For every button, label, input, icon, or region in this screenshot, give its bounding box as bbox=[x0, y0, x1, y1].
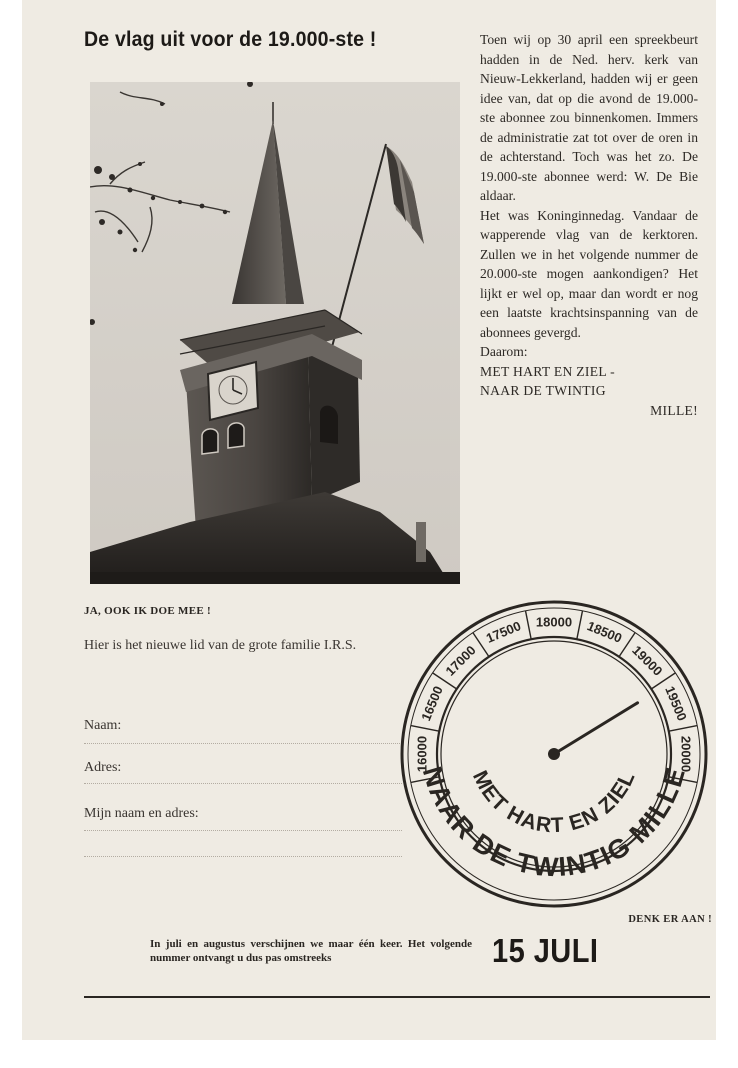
slogan-line: MILLE! bbox=[650, 402, 698, 418]
own-name-address-field-2[interactable] bbox=[84, 856, 402, 857]
dial-inner-text: MET HART EN ZIEL bbox=[468, 767, 640, 838]
publication-notice: In juli en augustus verschijnen we maar één keer. Het volgende nummer ontvangt u dus pas omstreeks bbox=[150, 938, 472, 964]
article-paragraph: Het was Koninginnedag. Vandaar de wapperende vlag van de kerktoren. Zullen we in het volgende nummer de 20.000-ste mogen aankondigen? Het lijkt er wel op, maar dan wordt er nog een laatste krachtsinspanning van de abonnees gevergd. bbox=[480, 207, 698, 340]
name-field[interactable] bbox=[84, 743, 402, 744]
next-issue-date: 15 JULI bbox=[492, 932, 599, 969]
article-paragraph: Toen wij op 30 april een spreekbeurt hadden in de Ned. herv. kerk van Nieuw-Lekkerland, hadden wij er geen idee van, dat op die avond de 19.000-ste abonnee zou binnenkomen. Immers de administratie zat tot over de oren in de achterstand. Toch was het zo. De 19.000-ste abonnee werd: W. De Bie aldaar. bbox=[480, 32, 698, 203]
svg-text:MET HART EN ZIEL bbox=[468, 767, 640, 837]
slogan-line: MET HART EN ZIEL - bbox=[480, 363, 615, 379]
article-paragraph: Daarom: bbox=[480, 344, 528, 359]
reminder: DENK ER AAN ! bbox=[628, 914, 712, 925]
own-name-address-label: Mijn naam en adres: bbox=[84, 806, 199, 821]
dial-scale-label: 16500 bbox=[418, 683, 446, 724]
church-tower-photo bbox=[90, 82, 460, 584]
subscriber-dial bbox=[396, 596, 712, 912]
dial-scale-label: 18500 bbox=[584, 618, 625, 646]
dial-separator bbox=[411, 726, 439, 732]
address-label: Adres: bbox=[84, 760, 122, 775]
dial-separator bbox=[669, 726, 697, 732]
form-intro: Hier is het nieuwe lid van de grote familie I.R.S. bbox=[84, 638, 357, 653]
bottom-rule bbox=[84, 996, 710, 998]
dial-pointer bbox=[554, 703, 638, 754]
name-label: Naam: bbox=[84, 718, 122, 733]
dial-scale-label: 19000 bbox=[629, 642, 666, 679]
headline: De vlag uit voor de 19.000-ste ! bbox=[84, 28, 377, 51]
own-name-address-field[interactable] bbox=[84, 830, 402, 831]
dial-separator bbox=[526, 611, 532, 639]
slogan-line: NAAR DE TWINTIG bbox=[480, 383, 606, 398]
magazine-page bbox=[22, 0, 716, 1040]
dial-scale-label: 18000 bbox=[535, 614, 573, 630]
form-heading: JA, OOK IK DOE MEE ! bbox=[84, 605, 212, 617]
dial-scale-label: 17000 bbox=[442, 642, 479, 679]
address-field[interactable] bbox=[84, 783, 402, 784]
dial-scale-label: 17500 bbox=[483, 618, 524, 646]
dial-outer-text: NAAR DE TWINTIG MILLE bbox=[416, 763, 692, 883]
dial-scale-label: 20000 bbox=[678, 735, 694, 773]
article-text bbox=[480, 30, 698, 420]
dial-scale-label: 16000 bbox=[414, 735, 430, 773]
dial-pivot bbox=[548, 748, 560, 760]
dial-separator bbox=[577, 611, 583, 639]
dial-scale-label: 19500 bbox=[662, 683, 690, 724]
